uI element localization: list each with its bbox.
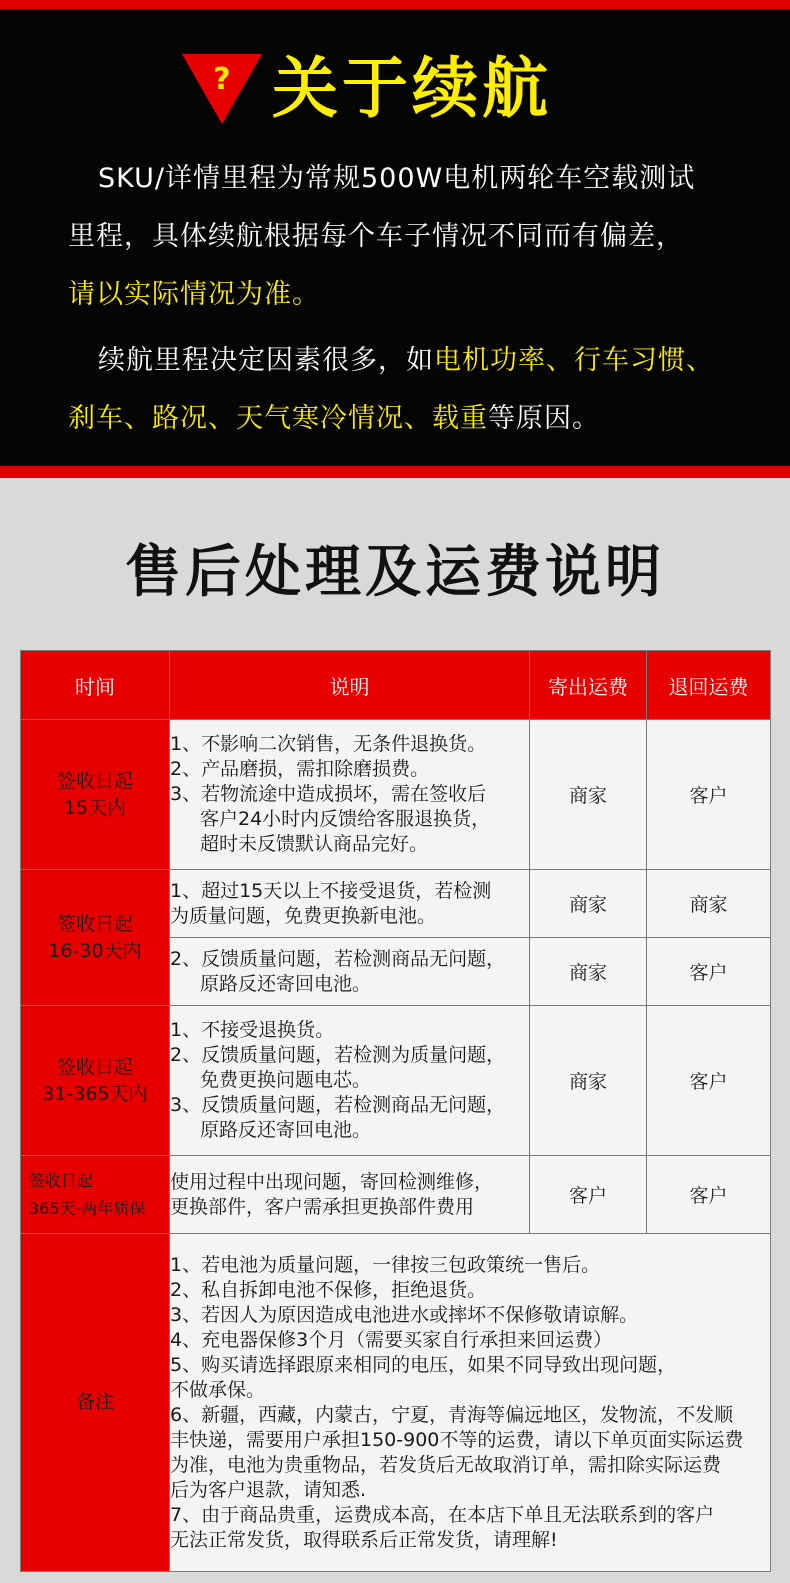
notes-row: [21, 1234, 771, 1572]
period-cell: 签收日起 365天-两年质保: [21, 1156, 170, 1234]
section-title: 售后处理及运费说明: [125, 540, 665, 605]
period-cell: 签收日起 31-365天内: [21, 1006, 170, 1156]
send-fee-cell: 商家: [530, 720, 647, 870]
send-fee-cell: 商家: [530, 1006, 647, 1156]
table-row: [21, 1156, 771, 1234]
send-fee-cell: 客户: [530, 1156, 647, 1234]
description-cell: 1、不影响二次销售，无条件退换货。 2、产品磨损，需扣除磨损费。 3、若物流途中造成损坏，需在签收后 客户24小时内反馈给客服退换货， 超时未反馈默认商品完好。: [170, 720, 530, 870]
header-time: 时间: [21, 651, 170, 720]
notes-label-cell: 备注: [21, 1234, 170, 1572]
warning-icon: ?: [180, 52, 264, 126]
header-description: 说明: [170, 651, 530, 720]
period-cell: 签收日起 15天内: [21, 720, 170, 870]
description-cell: 使用过程中出现问题，寄回检测维修， 更换部件，客户需承担更换部件费用: [170, 1156, 530, 1234]
return-fee-cell: 客户: [647, 720, 771, 870]
description-cell: 2、反馈质量问题，若检测商品无问题， 原路反还寄回电池。: [170, 938, 530, 1006]
table-row: [21, 870, 771, 938]
description-cell: 1、超过15天以上不接受退货，若检测 为质量问题，免费更换新电池。: [170, 870, 530, 938]
return-fee-cell: 客户: [647, 1156, 771, 1234]
send-fee-cell: 商家: [530, 938, 647, 1006]
table-header-row: [21, 651, 771, 720]
range-paragraph-2: 续航里程决定因素很多，如电机功率、行车习惯、 刹车、路况、天气寒冷情况、载重等原因。: [68, 345, 714, 434]
header-return-fee: 退回运费: [647, 651, 771, 720]
range-notice-panel: [0, 0, 790, 478]
send-fee-cell: 商家: [530, 870, 647, 938]
description-cell: 1、不接受退换货。 2、反馈质量问题，若检测为质量问题， 免费更换问题电芯。 3、反馈质量问题，若检测商品无问题， 原路反还寄回电池。: [170, 1006, 530, 1156]
return-fee-cell: 商家: [647, 870, 771, 938]
table-row: [21, 1006, 771, 1156]
table-row: [21, 720, 771, 870]
notes-cell: 1、若电池为质量问题，一律按三包政策统一售后。 2、私自拆卸电池不保修，拒绝退货。 3、若因人为原因造成电池进水或摔坏不保修敬请谅解。 4、充电器保修3个月（需要买家自行承担来回运费） 5、购买请选择跟原来相同的电压，如果不同导致出现问题， 不做承保。 6、新疆，西藏，内蒙古，宁夏，青海等偏远地区，发物流，不发顺 丰快递，需要用户承担150-900不等的运费，请以下单页面实际运费 为准，电池为贵重物品，若发货后无故取消订单，需扣除实际运费 后为客户退款，请知悉. 7、由于商品贵重，运费成本高，在本店下单且无法联系到的客户 无法正常发货，取得联系后正常发货，请理解!: [170, 1234, 771, 1572]
red-divider: [0, 466, 790, 478]
after-sales-table: [20, 650, 771, 1572]
return-fee-cell: 客户: [647, 938, 771, 1006]
return-fee-cell: 客户: [647, 1006, 771, 1156]
header-send-fee: 寄出运费: [530, 651, 647, 720]
range-title: 关于续航: [272, 50, 552, 127]
range-paragraph-1: SKU/详情里程为常规500W电机两轮车空载测试 里程，具体续航根据每个车子情况不同而有偏差， 请以实际情况为准。: [68, 163, 696, 310]
range-header: [180, 49, 552, 129]
period-cell: 签收日起 16-30天内: [21, 870, 170, 1006]
